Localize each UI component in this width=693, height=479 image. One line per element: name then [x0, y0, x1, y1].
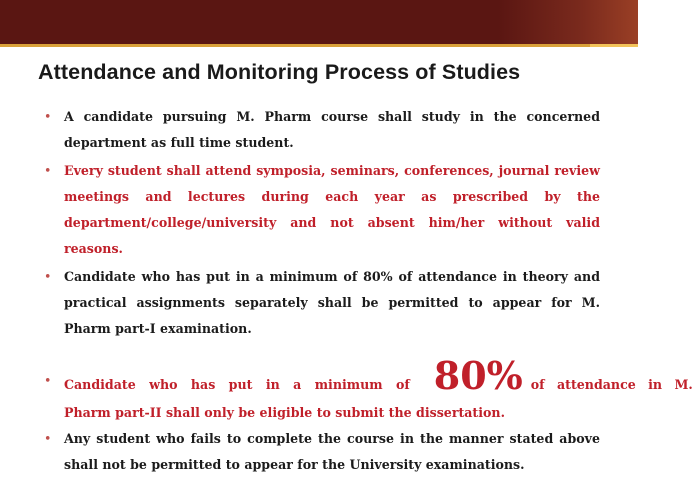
bullet-icon: • — [44, 373, 52, 388]
bullet-text-before: Candidate who has put in a minimum of — [64, 377, 410, 392]
header-accent-line — [0, 44, 638, 47]
list-item — [44, 264, 600, 342]
highlight-percentage: 80% — [433, 353, 523, 398]
bullet-list — [44, 104, 693, 478]
bullet-line — [64, 353, 693, 398]
bullet-text: Any student who fails to complete the course in the manner stated above shall not be permitted to appear for the University examinations. — [64, 431, 600, 472]
bullet-text-line2: Pharm part-II shall only be eligible to submit the dissertation. — [64, 405, 505, 420]
header-accent-line-highlight — [590, 44, 638, 47]
bullet-text: A candidate pursuing M. Pharm course shall study in the concerned department as full time student. — [64, 109, 600, 150]
list-item — [44, 353, 693, 426]
list-item — [44, 104, 600, 156]
bullet-text: Every student shall attend symposia, seminars, conferences, journal review meetings and lectures during each year as prescribed by the department/college/university and not absent him/her without valid reasons. — [64, 163, 600, 256]
bullet-text: Candidate who has put in a minimum of 80% of attendance in theory and practical assignments separately shall be permitted to appear for M. Pharm part-I examination. — [64, 269, 600, 336]
list-item — [44, 158, 600, 262]
header-bar-gradient — [498, 0, 638, 44]
list-item — [44, 426, 600, 478]
bullet-text-after: of attendance in M. — [530, 377, 693, 392]
bullet-icon: • — [44, 163, 52, 178]
bullet-icon: • — [44, 269, 52, 284]
bullet-icon: • — [44, 431, 52, 446]
bullet-icon: • — [44, 109, 52, 124]
slide-title: Attendance and Monitoring Process of Studies — [38, 60, 521, 84]
